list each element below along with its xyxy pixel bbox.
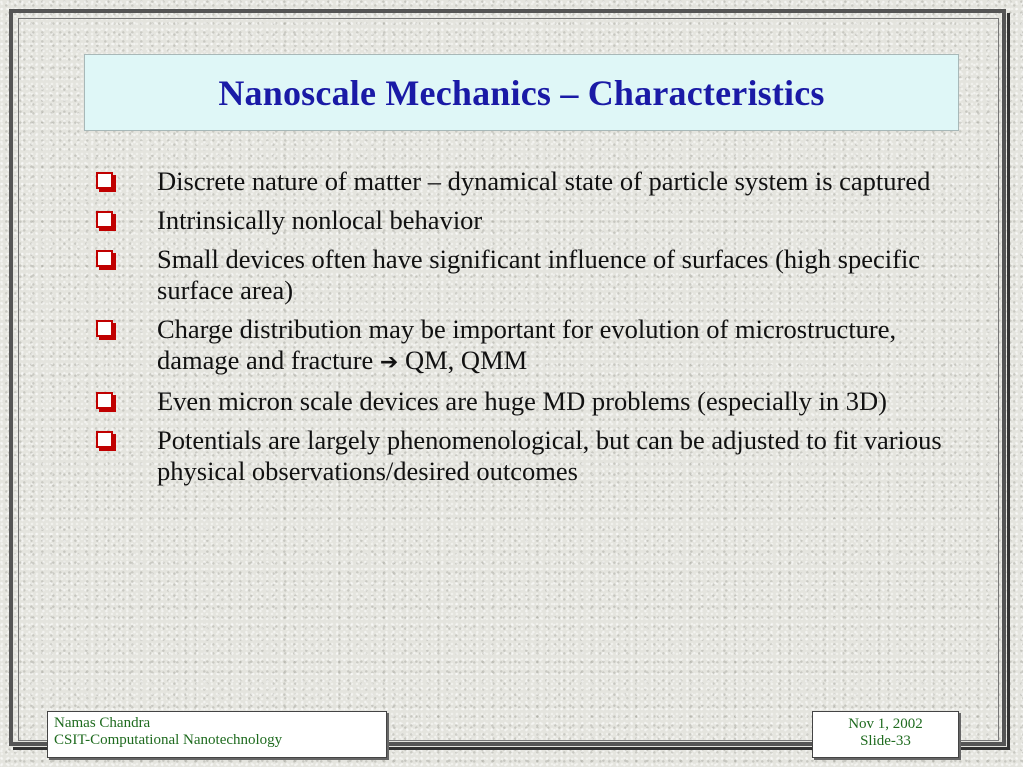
bullet-item xyxy=(96,386,956,417)
bullet-text: Small devices often have significant influence of surfaces (high specific surface area) xyxy=(157,244,921,305)
checkbox-bullet-icon xyxy=(96,431,113,448)
right-arrow-icon: ➔ xyxy=(379,350,399,375)
bullet-text: Even micron scale devices are huge MD problems (especially in 3D) xyxy=(157,386,887,416)
footer-author-box xyxy=(47,711,387,758)
bullet-item xyxy=(96,425,956,487)
footer-affiliation: CSIT-Computational Nanotechnology xyxy=(54,732,283,748)
slide-number: Slide-33 xyxy=(860,733,911,749)
footer-date: Nov 1, 2002 xyxy=(848,716,923,732)
bullet-text: Intrinsically nonlocal behavior xyxy=(157,205,483,235)
bullet-text-after-arrow: QM, QMM xyxy=(404,345,528,375)
bullet-item xyxy=(96,244,956,306)
bullet-text: Charge distribution may be important for evolution of microstructure, damage and fracture xyxy=(157,314,897,375)
bullet-list xyxy=(96,166,956,495)
slide-title: Nanoscale Mechanics – Characteristics xyxy=(218,72,825,113)
checkbox-bullet-icon xyxy=(96,211,113,228)
bullet-text: Potentials are largely phenomenological, but can be adjusted to fit various physical observations/desired outcomes xyxy=(157,425,942,486)
title-box xyxy=(84,54,959,131)
bullet-text: Discrete nature of matter – dynamical state of particle system is captured xyxy=(157,166,931,196)
footer-date-box xyxy=(812,711,959,758)
bullet-item xyxy=(96,205,956,236)
checkbox-bullet-icon xyxy=(96,172,113,189)
checkbox-bullet-icon xyxy=(96,320,113,337)
bullet-item xyxy=(96,166,956,197)
bullet-item xyxy=(96,314,956,378)
checkbox-bullet-icon xyxy=(96,250,113,267)
footer-author: Namas Chandra xyxy=(54,715,151,731)
checkbox-bullet-icon xyxy=(96,392,113,409)
